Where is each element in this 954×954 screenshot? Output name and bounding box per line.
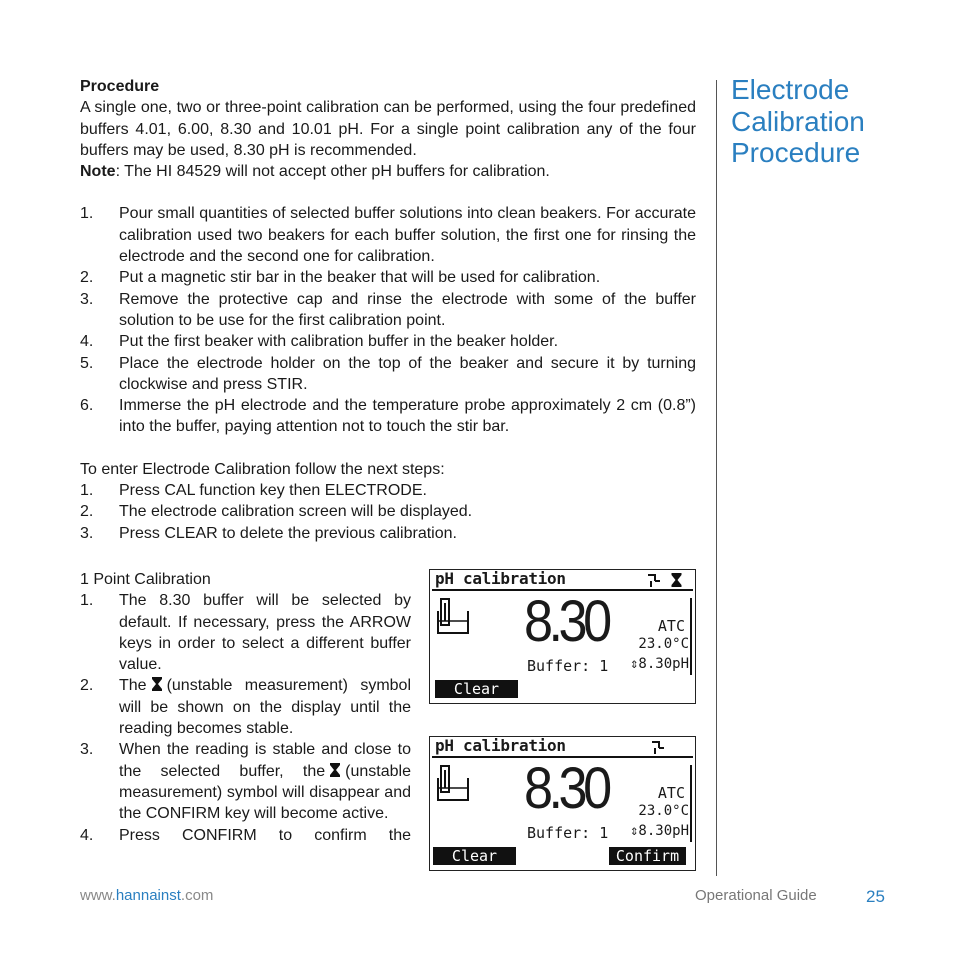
list-item: 4. Press CONFIRM to confirm the [80,826,411,844]
hourglass-icon [329,762,341,778]
list-item: 5. Place the electrode holder on the top of the beaker and secure it by turning clockwise and press STIR. [80,354,696,393]
page-number: 25 [866,887,885,906]
list-item: 2. The electrode calibration screen will be displayed. [80,503,473,521]
temperature-value: 23.0°C [638,803,689,819]
list-item: 1. Press CAL function key then ELECTRODE. [80,482,427,500]
main-text-column [80,76,696,544]
atc-label: ATC [657,617,685,635]
electrode-icon [437,764,469,804]
screen-title: pH calibration [435,736,566,755]
clear-key[interactable]: Clear [433,847,516,865]
temperature-value: 23.0°C [638,636,689,652]
procedure-heading: Procedure [80,78,160,95]
list-item: 6. Immerse the pH electrode and the temperature probe approximately 2 cm (0.8”) into the buffer, paying attention not to touch the stir bar. [80,397,696,436]
atc-label: ATC [657,784,685,802]
note-text: : The HI 84529 will not accept other pH buffers for calibration. [115,163,550,181]
stir-icon [650,739,666,755]
enter-intro: To enter Electrode Calibration follow the next steps: [80,460,445,478]
note-label: Note [80,163,116,181]
procedure-intro: A single one, two or three-point calibration can be performed, using the four predefined buffers 4.01, 6.00, 8.30 and 10.01 pH. For a single point calibration any of the four buffers may be used, 8.30 pH is recommended. [80,99,696,159]
lcd-screen-unstable [429,569,696,704]
hourglass-icon [151,676,163,692]
divider-line [716,80,717,876]
list-item: 2. The (unstable measurement) symbol will be shown on the display until the reading becomes stable. [80,677,411,738]
list-item: 4. Put the first beaker with calibration buffer in the beaker holder. [80,333,559,351]
list-item: 3. Press CLEAR to delete the previous calibration. [80,524,457,542]
one-point-section [80,569,411,846]
clear-key[interactable]: Clear [435,680,518,698]
hourglass-icon [670,572,683,588]
stir-icon [646,572,662,588]
ph-reading: 8.30 [524,589,608,654]
arrow-updown-icon: ⇕ [629,656,639,672]
list-item: 3. When the reading is stable and close to the selected buffer, the (unstable measurement) symbol will disappear and the CONFIRM key will become active. [80,741,411,823]
screen-title: pH calibration [435,569,566,588]
side-title: Electrode Calibration Procedure [731,74,865,168]
footer-url[interactable]: www.hannainst.com [80,887,214,904]
one-point-heading: 1 Point Calibration [80,571,211,588]
buffer-label: Buffer: 1 [527,657,609,675]
list-item: 3. Remove the protective cap and rinse the electrode with some of the buffer solution to be use for the first calibration point. [80,290,696,329]
ph-reading: 8.30 [524,756,608,821]
procedure-note [80,161,696,182]
buffer-value: ⇕8.30pH [629,656,689,672]
list-item: 1. The 8.30 buffer will be selected by default. If necessary, press the ARROW keys in order to select a different buffer value. [80,592,411,674]
lcd-screen-stable [429,736,696,871]
list-item: 2. Put a magnetic stir bar in the beaker that will be used for calibration. [80,269,601,287]
list-item: 1. Pour small quantities of selected buffer solutions into clean beakers. For accurate calibration used two beakers for each buffer solution, the first one for rinsing the electrode and the second one for calibration. [80,205,696,266]
arrow-updown-icon: ⇕ [629,823,639,839]
electrode-icon [437,597,469,637]
buffer-label: Buffer: 1 [527,824,609,842]
footer-guide: Operational Guide [695,887,817,904]
confirm-key[interactable]: Confirm [609,847,686,865]
buffer-value: ⇕8.30pH [629,823,689,839]
